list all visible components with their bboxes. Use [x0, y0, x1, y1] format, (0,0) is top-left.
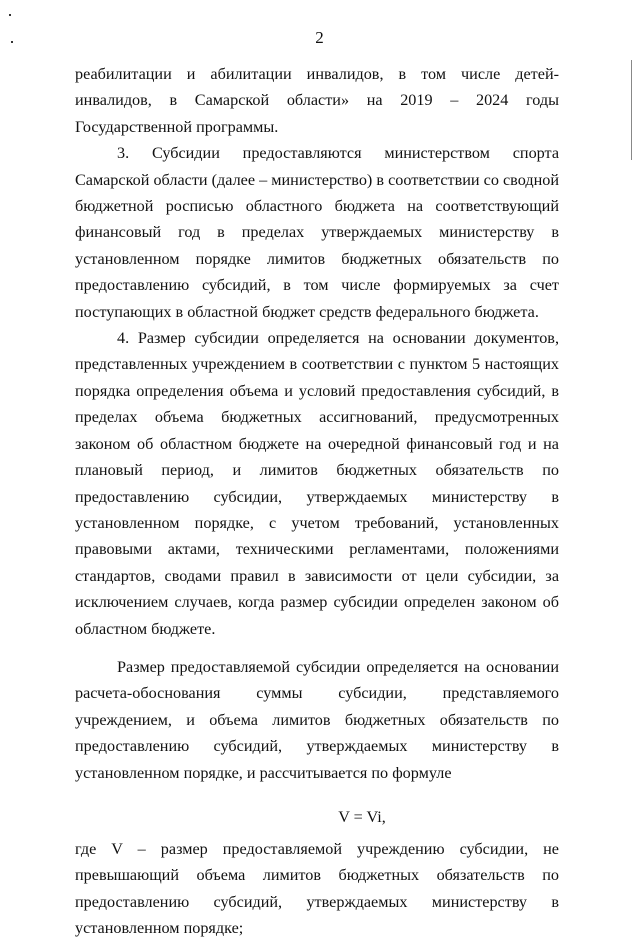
paragraph-clause-4: 4. Размер субсидии определяется на основании документов, представленных учреждением в соответствии с пунктом 5 настоящих порядка определения объема и условий предоставления субсидий, в пределах объема бюджетных ассигнований, предусмотренных законом об областном бюджете на очередной финансовый год и на плановый период, и лимитов бюджетных обязательств по предоставлению субсидии, утверждаемых министерству в установленном порядке, с учетом требований, установленных правовыми актами, техническими регламентами, положениями стандартов, сводами правил в зависимости от цели субсидии, за исключением случаев, когда размер субсидии определен законом об областном бюджете. — [75, 329, 559, 638]
paragraph-gap — [75, 642, 559, 654]
binding-mark-top — [9, 14, 11, 16]
paragraph-continuation: реабилитации и абилитации инвалидов, в том числе детей-инвалидов, в Самарской области» на 2019 – 2024 годы Государственной программы. — [75, 65, 559, 136]
paragraph-calculation: Размер предоставляемой субсидии определяется на основании расчета-обоснования суммы субсидии, представляемого учреждением, и объема лимитов бюджетных обязательств по предоставлению субсидий, утверждаемых министерству в установленном порядке, и рассчитывается по формуле — [75, 657, 559, 782]
page-number: 2 — [315, 28, 324, 47]
paragraph-definition: где V – размер предоставляемой учреждению субсидии, не превышающий объема лимитов бюджетных обязательств по предоставлению субсидий, утверждаемых министерству в установленном порядке; — [75, 839, 559, 938]
paragraph-clause-3: 3. Субсидии предоставляются министерством спорта Самарской области (далее – министерство) в соответствии со сводной бюджетной росписью областного бюджета на соответствующий финансовый год в пределах утверждаемых министерству в установленном порядке лимитов бюджетных обязательств по предоставлению субсидий, в том числе формируемых за счет поступающих в областной бюджет средств федерального бюджета. — [75, 144, 559, 321]
binding-mark-edge — [631, 60, 632, 160]
formula: V = Vi, — [338, 807, 386, 826]
document-body — [75, 61, 559, 942]
